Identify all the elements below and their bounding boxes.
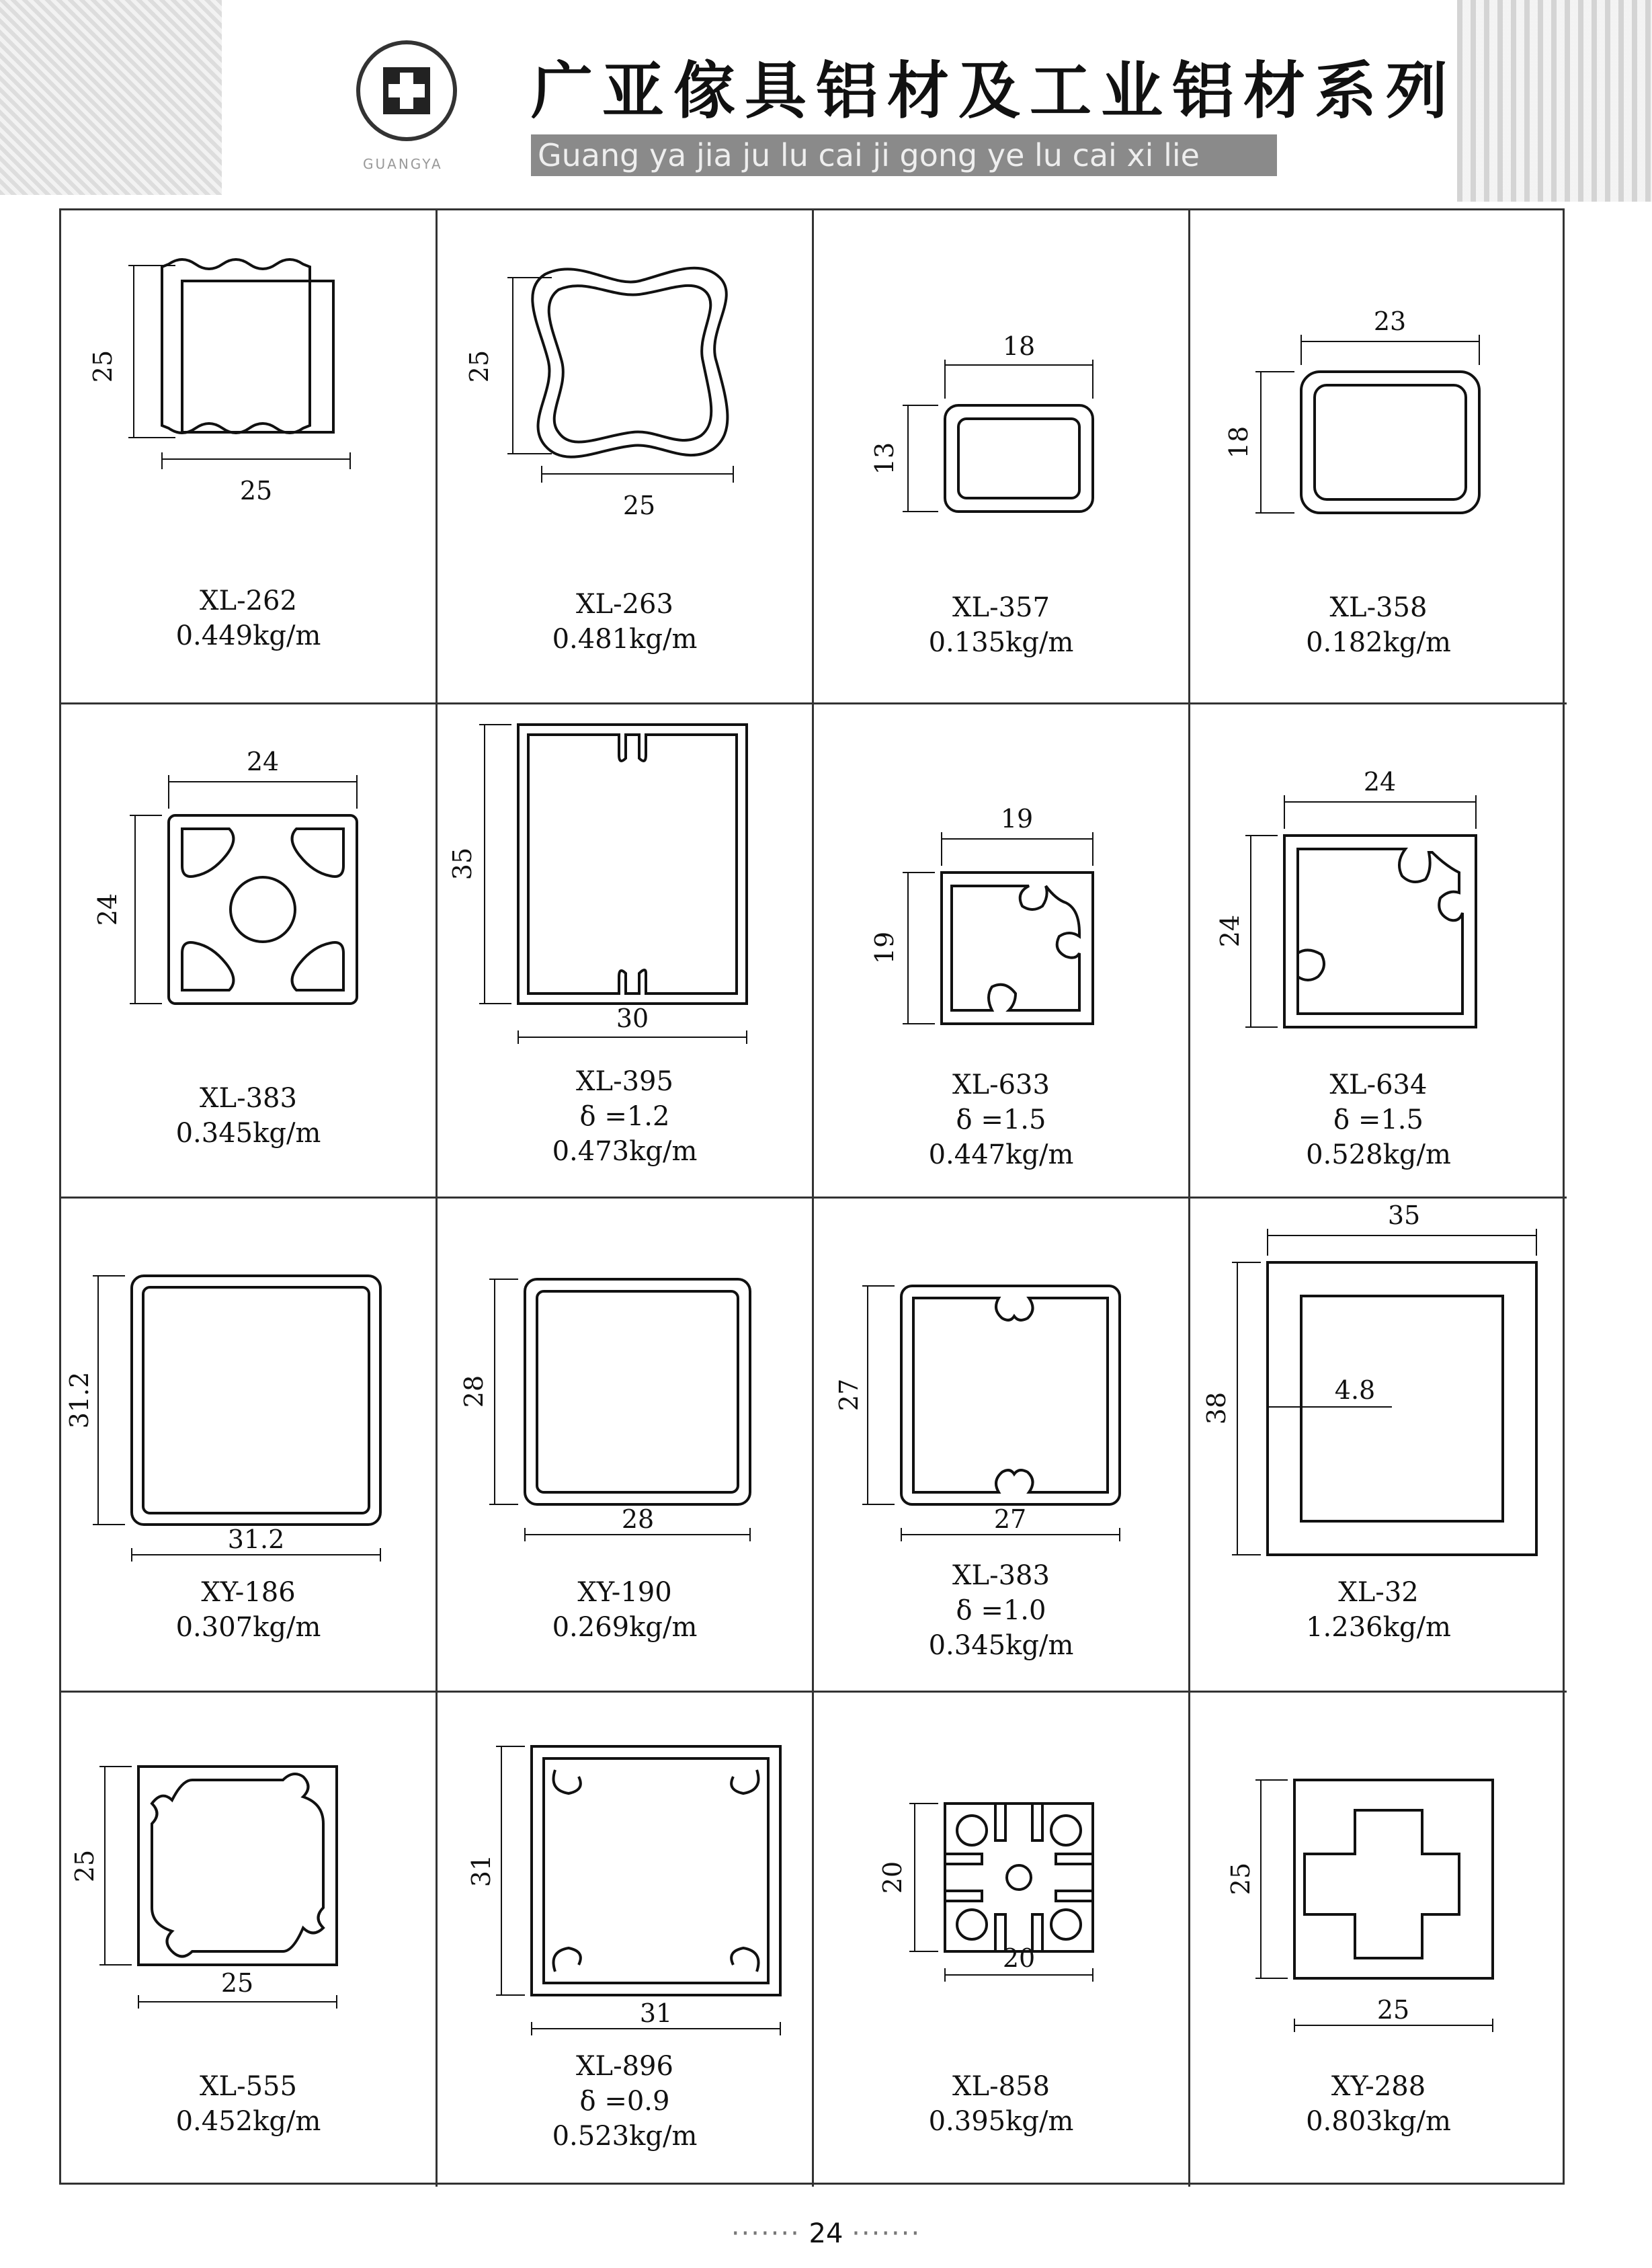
dimension-label: 31.2: [65, 1371, 94, 1429]
profile-info: [61, 583, 436, 653]
dimension-label: 31: [639, 1998, 673, 2028]
dimension-label: 25: [88, 350, 118, 383]
profile-card: [438, 1199, 814, 1693]
dimension-label: 25: [1376, 1995, 1410, 2025]
profile-code: XL-395: [576, 1066, 673, 1097]
dimension-label: 25: [464, 350, 494, 383]
dimension-label: 25: [622, 491, 656, 520]
profile-weight: 0.135kg/m: [928, 627, 1074, 658]
profile-info: [438, 1064, 812, 1169]
page-title: 广亚傢具铝材及工业铝材系列: [531, 55, 1458, 127]
profile-code: XL-858: [952, 2071, 1050, 2102]
profile-code: XL-358: [1329, 592, 1428, 623]
profile-info: [814, 1558, 1188, 1663]
profile-card: [61, 1693, 438, 2187]
header-decorative-photo-left: [0, 0, 222, 195]
logo-caption: GUANGYA: [363, 156, 443, 172]
profile-weight: 0.449kg/m: [175, 620, 321, 651]
profile-card: [1190, 1693, 1567, 2187]
profile-weight: 1.236kg/m: [1306, 1612, 1451, 1643]
page-subtitle: Guang ya jia ju lu cai ji gong ye lu cai xi lie: [531, 134, 1277, 176]
dimension-label: 19: [1000, 804, 1034, 834]
profile-weight: 0.473kg/m: [552, 1136, 698, 1167]
profile-code: XL-383: [200, 1083, 297, 1114]
dimension-label: 27: [834, 1378, 864, 1412]
profile-thickness: δ =1.5: [1333, 1104, 1423, 1135]
dimension-label: 31.2: [227, 1525, 285, 1554]
profile-card: [814, 210, 1190, 704]
profile-code: XY-288: [1331, 2071, 1426, 2102]
profile-info: [61, 1575, 436, 1645]
profile-code: XY-186: [201, 1577, 296, 1608]
dimension-label: 35: [1387, 1201, 1421, 1230]
profile-card: [61, 1199, 438, 1693]
profile-card: [61, 704, 438, 1199]
profile-info: [1190, 1575, 1567, 1645]
profile-code: XL-262: [200, 585, 297, 616]
profile-info: [814, 590, 1188, 660]
profile-thickness: δ =0.9: [579, 2086, 670, 2117]
dimension-label: 31: [466, 1854, 496, 1888]
profile-info: [814, 1067, 1188, 1172]
profile-card: [814, 1693, 1190, 2187]
dimension-label: 24: [1215, 914, 1245, 948]
profile-code: XL-634: [1329, 1069, 1428, 1100]
profile-info: [438, 587, 812, 657]
dimension-label: 30: [616, 1004, 649, 1033]
dimension-label: 19: [870, 931, 899, 965]
profile-info: [438, 2049, 812, 2154]
dimension-label: 24: [246, 747, 280, 776]
profile-code: XL-263: [576, 589, 673, 620]
profile-weight: 0.395kg/m: [928, 2106, 1074, 2137]
profile-info: [61, 2069, 436, 2139]
dimension-label: 24: [1363, 767, 1397, 797]
profile-weight: 0.345kg/m: [928, 1630, 1074, 1661]
dimension-label: 13: [870, 442, 899, 475]
company-logo-icon: [356, 40, 457, 141]
profile-code: XL-555: [200, 2071, 297, 2102]
dimension-label: 25: [70, 1849, 99, 1883]
dimension-label: 24: [93, 893, 122, 926]
profile-code: XL-896: [576, 2051, 673, 2082]
profile-catalog-grid: [59, 208, 1565, 2185]
dimension-label: 27: [993, 1504, 1027, 1534]
profile-card: [1190, 1199, 1567, 1693]
profile-weight: 0.803kg/m: [1306, 2106, 1451, 2137]
profile-info: [1190, 590, 1567, 660]
profile-weight: 0.523kg/m: [552, 2121, 698, 2152]
profile-thickness: δ =1.0: [956, 1595, 1046, 1626]
dimension-label: 28: [621, 1504, 655, 1534]
dimension-label: 20: [1002, 1943, 1036, 1973]
dimension-label: 25: [1226, 1862, 1255, 1896]
profile-weight: 0.182kg/m: [1306, 627, 1451, 658]
profile-weight: 0.528kg/m: [1306, 1139, 1451, 1170]
profile-info: [814, 2069, 1188, 2139]
profile-card: [814, 704, 1190, 1199]
header-decorative-photo-right: [1457, 0, 1652, 202]
dimension-label: 35: [448, 847, 477, 881]
dimension-label: 4.8: [1334, 1375, 1376, 1405]
dimension-label: 18: [1002, 331, 1036, 361]
dimension-label: 18: [1224, 426, 1253, 459]
profile-thickness: δ =1.5: [956, 1104, 1046, 1135]
profile-code: XL-357: [952, 592, 1050, 623]
page-number-value: 24: [809, 2218, 843, 2249]
profile-info: [1190, 1067, 1567, 1172]
profile-card: [61, 210, 438, 704]
profile-card: [438, 1693, 814, 2187]
profile-weight: 0.345kg/m: [175, 1118, 321, 1149]
profile-code: XL-32: [1338, 1577, 1419, 1608]
dimension-label: 23: [1373, 307, 1407, 336]
profile-card: [438, 704, 814, 1199]
dimension-label: 25: [220, 1968, 254, 1998]
profile-card: [814, 1199, 1190, 1693]
profile-card: [1190, 704, 1567, 1199]
dimension-label: 25: [239, 476, 273, 505]
profile-info: [1190, 2069, 1567, 2139]
dimension-label: 20: [878, 1861, 907, 1894]
profile-info: [438, 1575, 812, 1645]
profile-code: XL-633: [952, 1069, 1050, 1100]
profile-weight: 0.481kg/m: [552, 624, 698, 655]
catalog-header: [0, 0, 1652, 202]
profile-weight: 0.307kg/m: [175, 1612, 321, 1643]
profile-weight: 0.269kg/m: [552, 1612, 698, 1643]
profile-thickness: δ =1.2: [579, 1101, 670, 1132]
profile-card: [1190, 210, 1567, 704]
dimension-label: 28: [459, 1375, 489, 1408]
profile-code: XY-190: [577, 1577, 672, 1608]
dimension-label: 38: [1202, 1391, 1231, 1425]
profile-weight: 0.447kg/m: [928, 1139, 1074, 1170]
page-number: ······· 24 ·······: [731, 2218, 921, 2249]
profile-info: [61, 1081, 436, 1151]
profile-card: [438, 210, 814, 704]
profile-code: XL-383: [952, 1560, 1050, 1591]
profile-weight: 0.452kg/m: [175, 2106, 321, 2137]
